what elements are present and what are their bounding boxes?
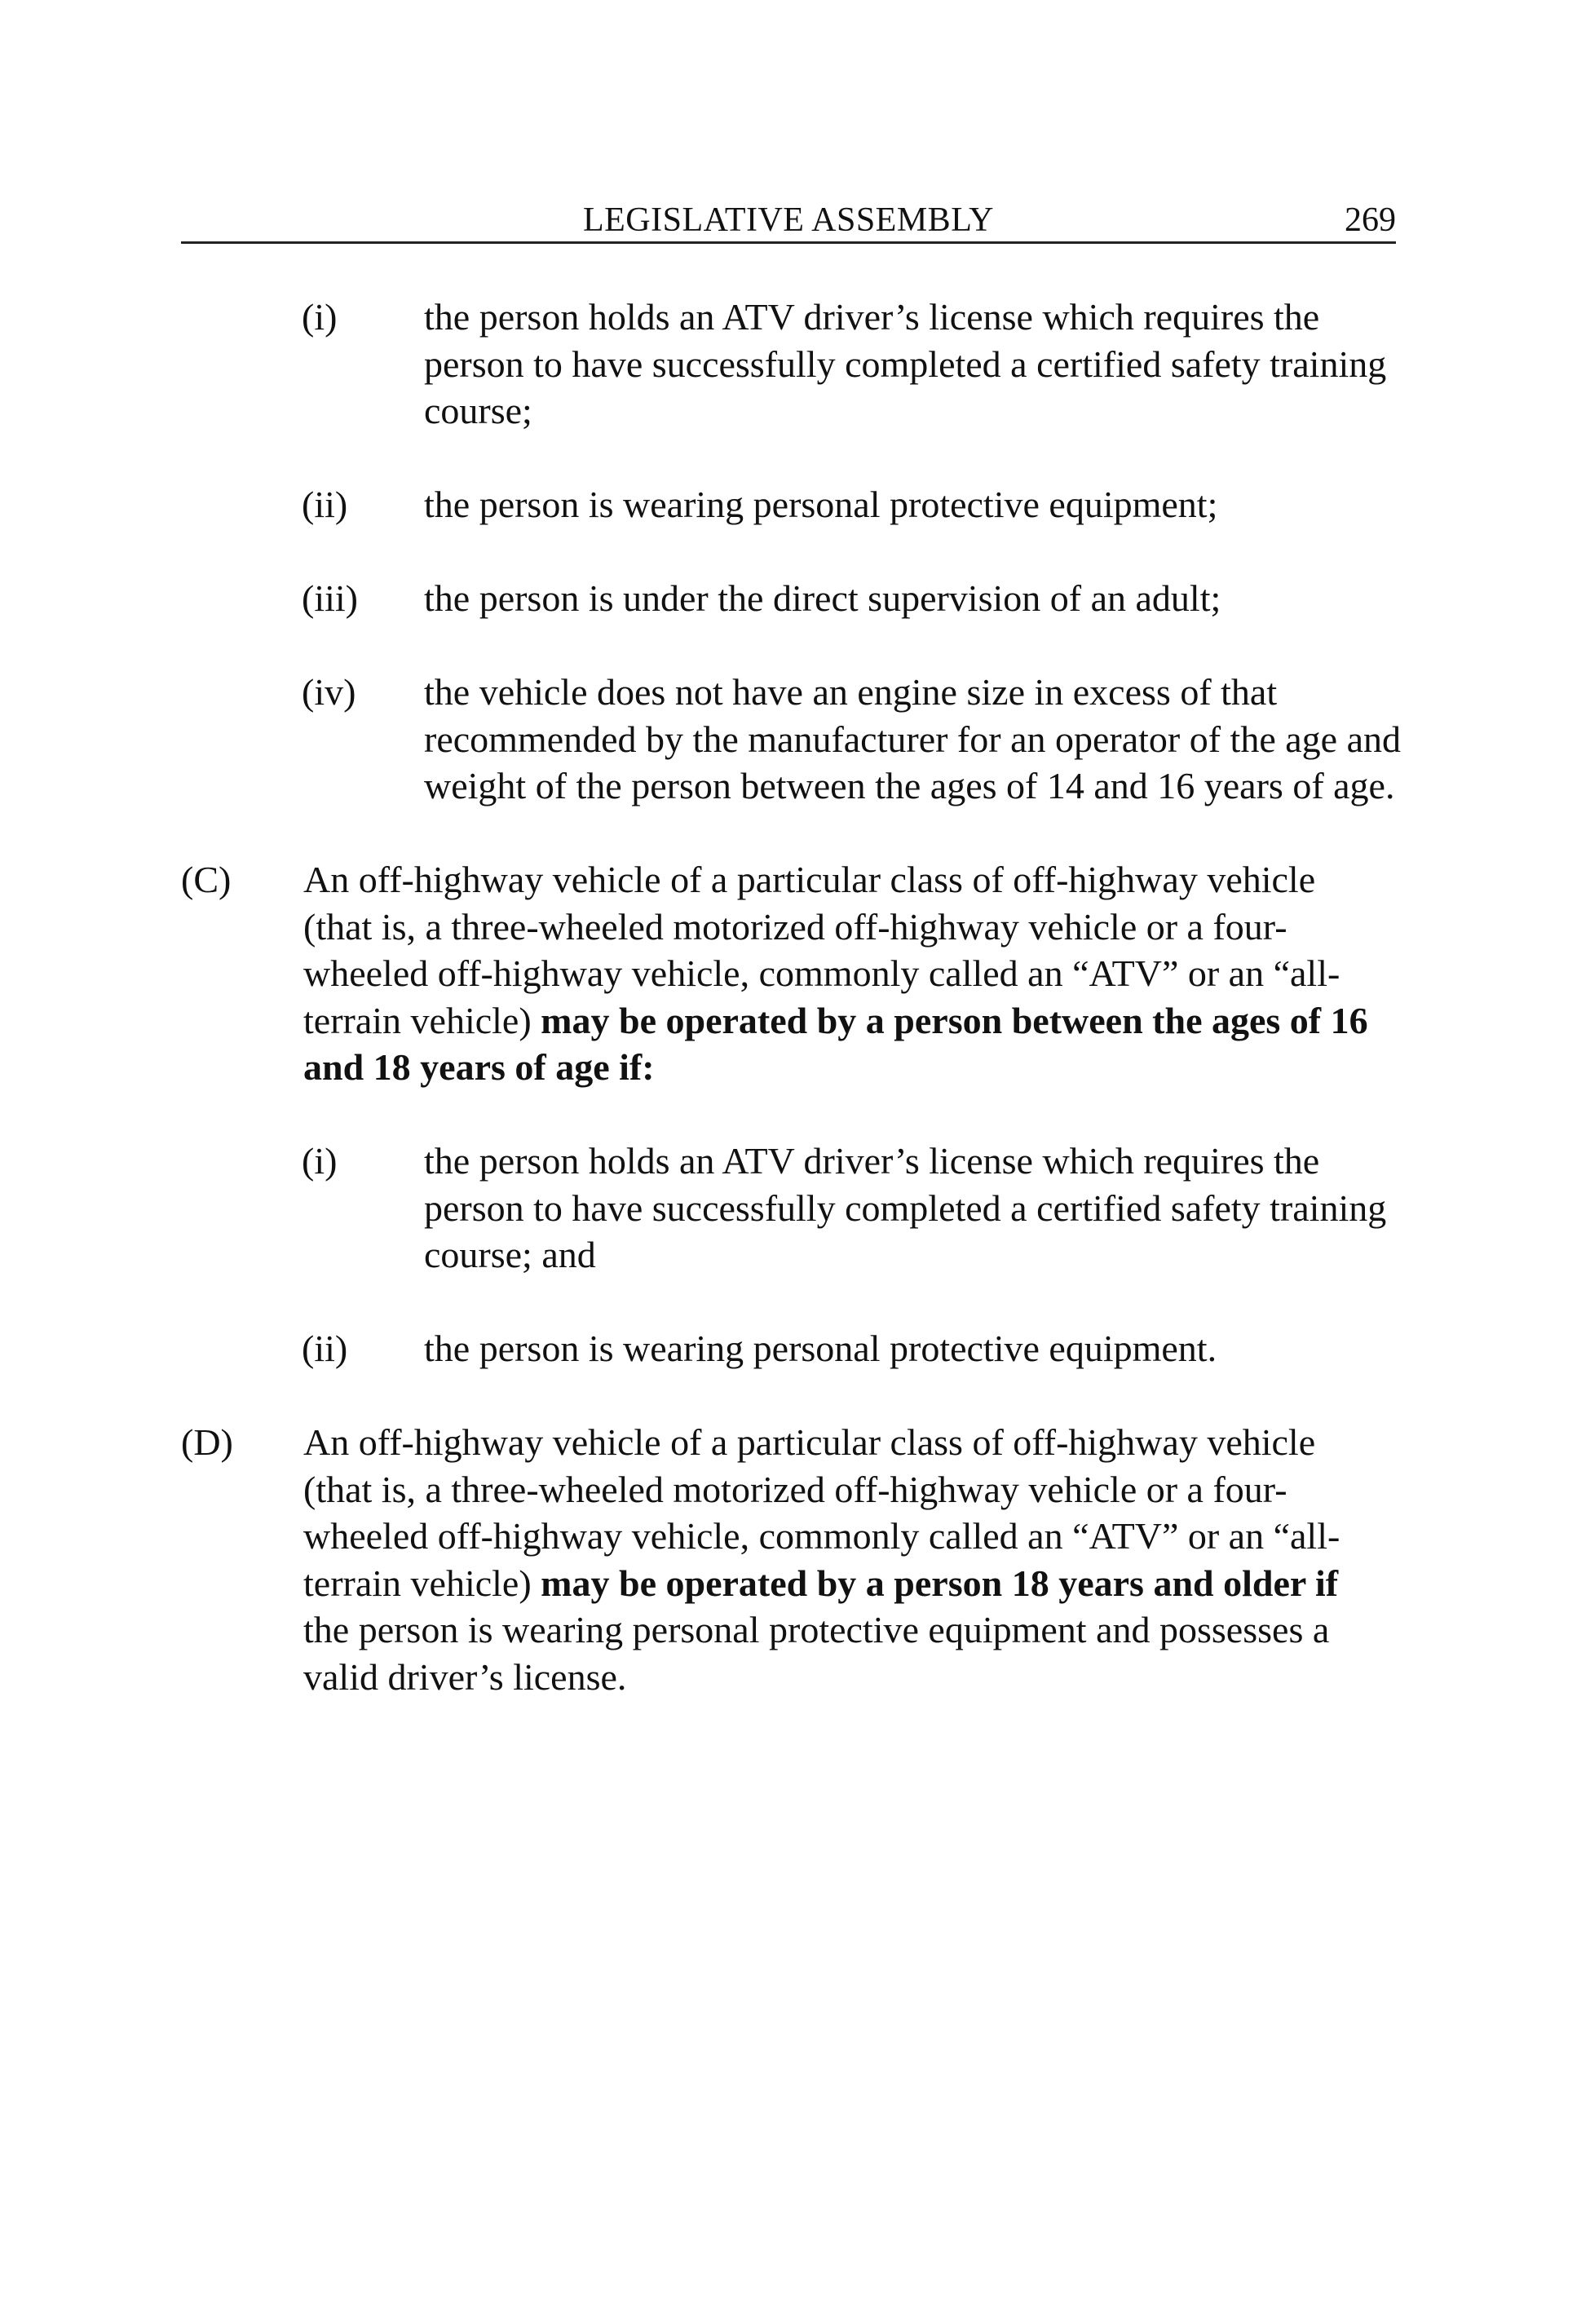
section-c xyxy=(181,856,1380,1091)
section-text: An off-highway vehicle of a particular class of off-highway vehicle (that is, a three-wheeled motorized off-highway vehicle or a four-wheeled off-highway vehicle, commonly called an “ATV” or an “all-terrain vehicle) xyxy=(303,859,1340,1041)
section-label: (C) xyxy=(181,859,232,900)
list-item xyxy=(302,669,1402,810)
item-label: (ii) xyxy=(302,1328,348,1369)
item-text: the person holds an ATV driver’s license which requires the person to have successfully completed a certified safety training course; and xyxy=(424,1140,1387,1275)
list-item xyxy=(302,1325,1402,1372)
item-text: the person is wearing personal protective equipment; xyxy=(424,484,1218,525)
item-label: (i) xyxy=(302,296,338,338)
list-item xyxy=(302,1138,1402,1279)
item-label: (iii) xyxy=(302,577,358,619)
item-text: the person is wearing personal protective equipment. xyxy=(424,1328,1217,1369)
item-text: the person holds an ATV driver’s license which requires the person to have successfully completed a certified safety training course; xyxy=(424,296,1387,431)
item-text: the person is under the direct supervision of an adult; xyxy=(424,577,1221,619)
list-item xyxy=(302,294,1402,435)
item-label: (i) xyxy=(302,1140,338,1182)
header-title: LEGISLATIVE ASSEMBLY xyxy=(583,201,994,239)
list-item xyxy=(302,481,1402,528)
page-header xyxy=(181,201,1396,244)
section-text-after: the person is wearing personal protective equipment and possesses a valid driver’s license. xyxy=(303,1609,1330,1698)
section-bold-text: may be operated by a person between the ages of 16 and 18 years of age if: xyxy=(303,999,1368,1088)
item-text: the vehicle does not have an engine size in excess of that recommended by the manufacturer for an operator of the age and weight of the person between the ages of 14 and 16 years of age. xyxy=(424,671,1401,806)
section-text: An off-highway vehicle of a particular class of off-highway vehicle (that is, a three-wheeled motorized off-highway vehicle or a four-wheeled off-highway vehicle, commonly called an “ATV” or an “all-terrain vehicle) xyxy=(303,1421,1340,1604)
item-label: (ii) xyxy=(302,484,348,525)
document-body xyxy=(0,294,1590,1747)
item-label: (iv) xyxy=(302,671,356,713)
section-label: (D) xyxy=(181,1421,233,1463)
section-bold-text: may be operated by a person 18 years and older if xyxy=(541,1562,1339,1604)
list-item xyxy=(302,575,1402,622)
page-number: 269 xyxy=(1345,201,1396,239)
section-d xyxy=(181,1419,1380,1700)
